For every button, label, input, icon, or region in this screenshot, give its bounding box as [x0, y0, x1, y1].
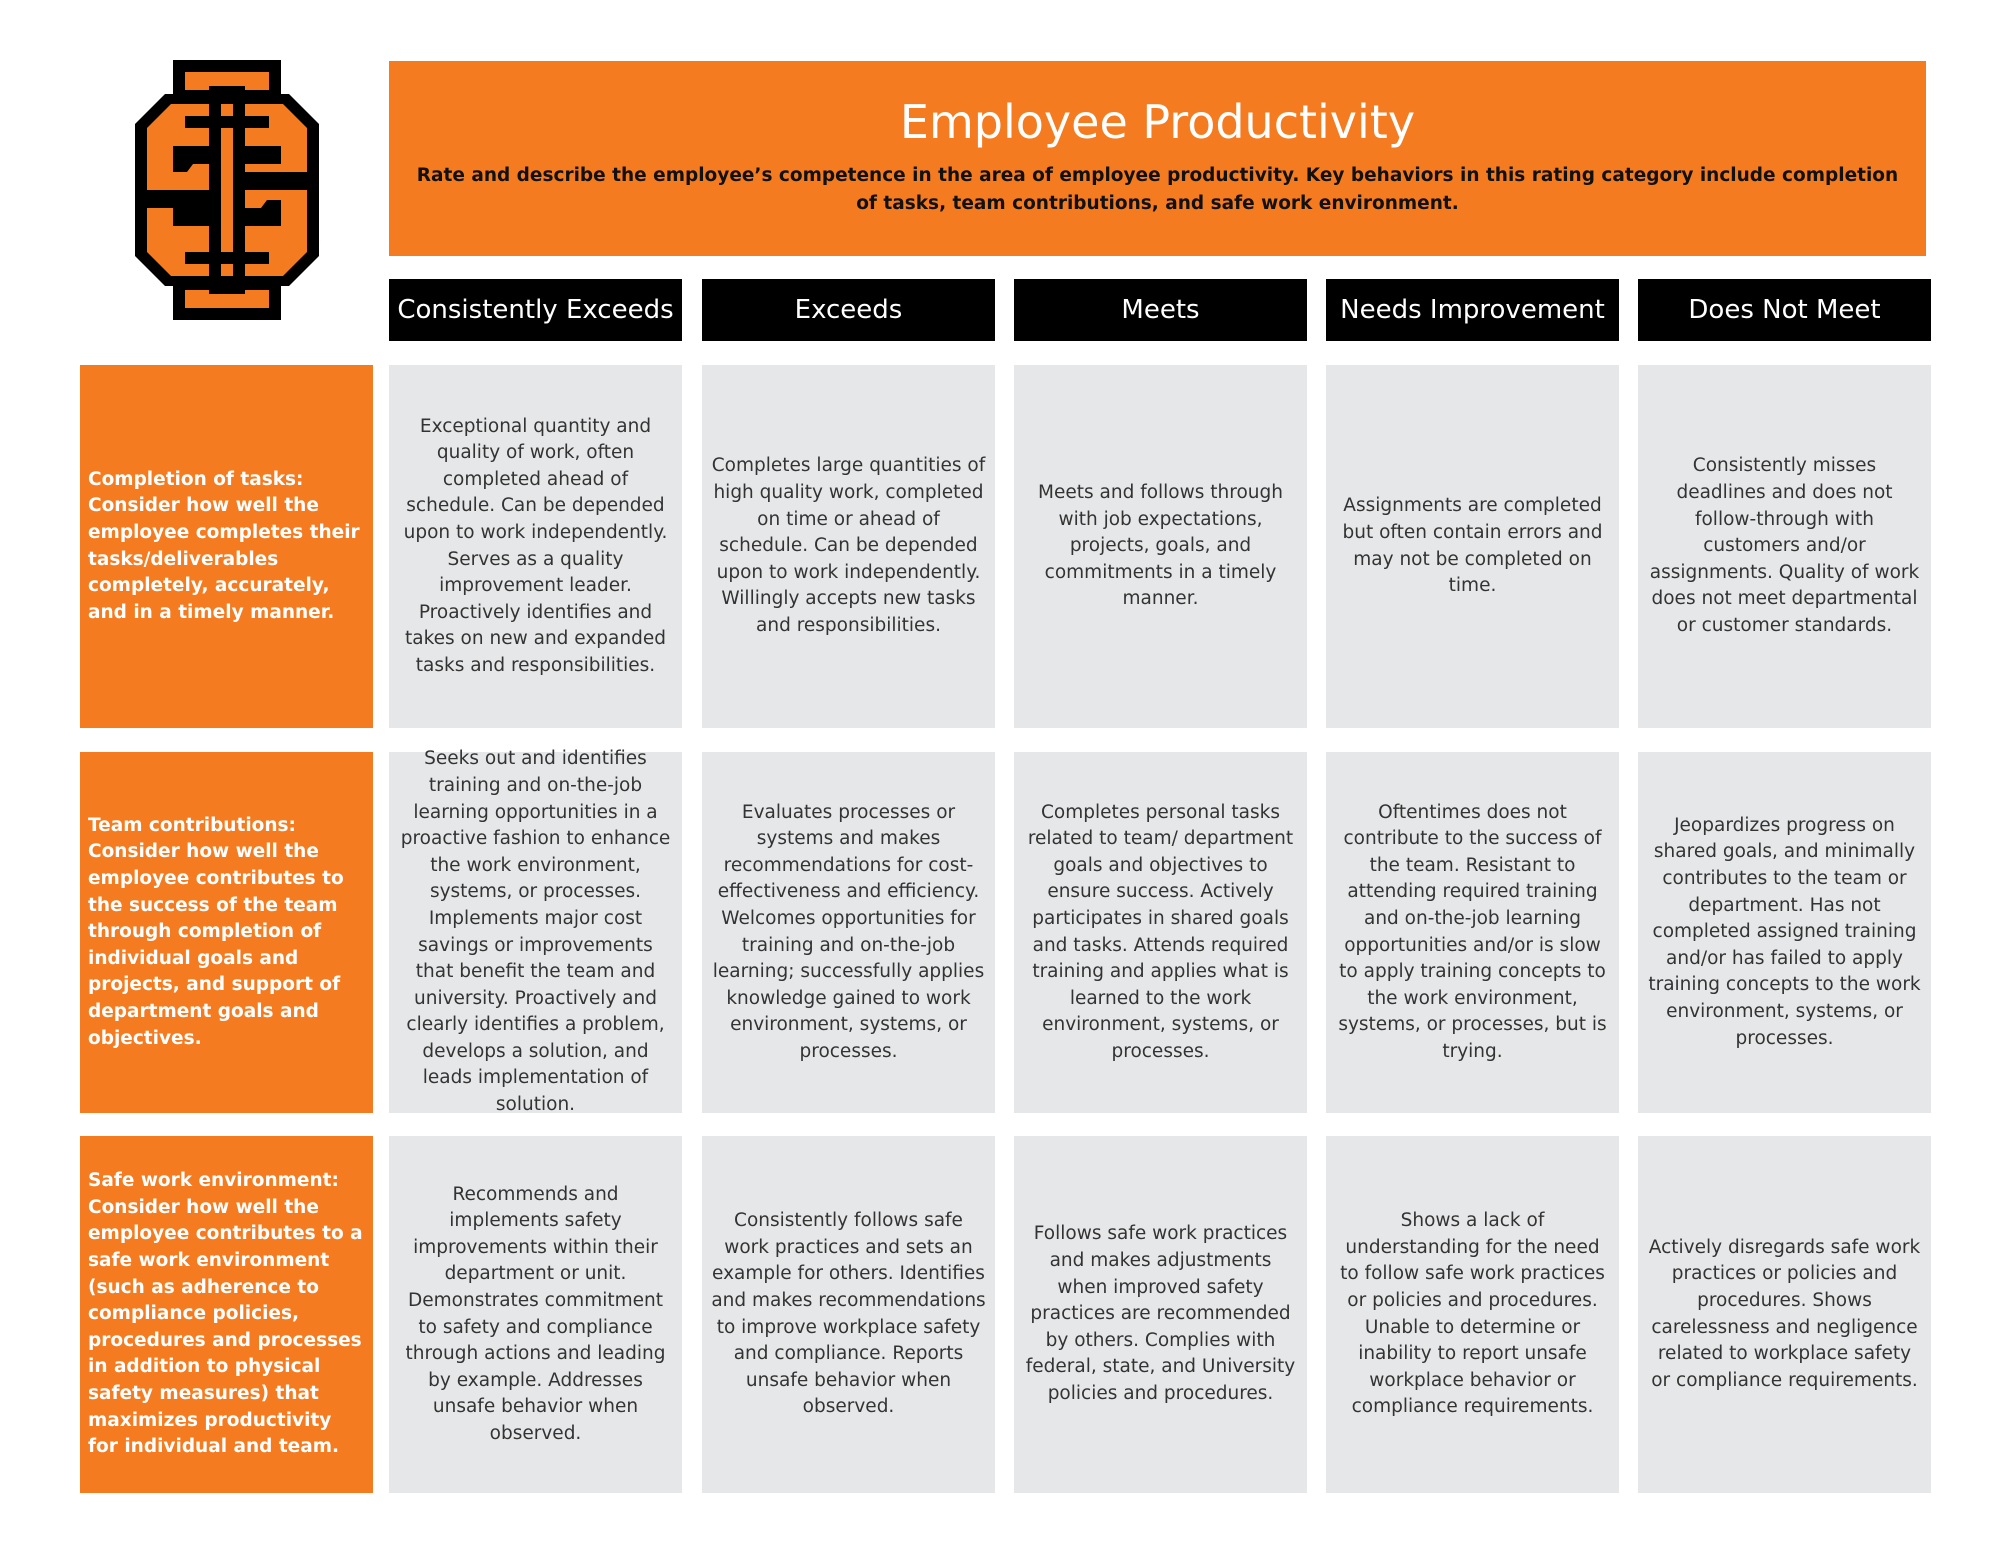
rating-cell: Evaluates processes or systems and makes recommendations for cost-effectiveness and efficiency. Welcomes opportunities for training and on-the-job learning; successfully applies knowledge gained to work environment, systems, or processes.	[702, 752, 995, 1113]
row-label-team-contributions: Team contributions: Consider how well the employee contributes to the success of the team through completion of individual goals and projects, and support of department goals and objectives.	[80, 752, 373, 1113]
title-banner	[389, 61, 1926, 256]
rating-cell: Actively disregards safe work practices or policies and procedures. Shows carelessness and negligence related to workplace safety or compliance requirements.	[1638, 1136, 1931, 1493]
rating-cell: Shows a lack of understanding for the need to follow safe work practices or policies and procedures. Unable to determine or inability to report unsafe workplace behavior or compliance requirements.	[1326, 1136, 1619, 1493]
rating-cell: Completes personal tasks related to team/ department goals and objectives to ensure success. Actively participates in shared goals and tasks. Attends required training and applies what is learned to the work environment, systems, or processes.	[1014, 752, 1307, 1113]
rating-cell: Meets and follows through with job expectations, projects, goals, and commitments in a timely manner.	[1014, 365, 1307, 728]
column-header-exceeds: Exceeds	[702, 279, 995, 341]
rating-cell: Exceptional quantity and quality of work, often completed ahead of schedule. Can be depended upon to work independently. Serves as a quality improvement leader. Proactively identifies and takes on new and expanded tasks and responsibilities.	[389, 365, 682, 728]
university-monogram-logo-icon	[135, 60, 319, 320]
row-label-completion-of-tasks: Completion of tasks: Consider how well the employee completes their tasks/deliverables completely, accurately, and in a timely manner.	[80, 365, 373, 728]
rating-cell: Seeks out and identifies training and on-the-job learning opportunities in a proactive fashion to enhance the work environment, systems, or processes. Implements major cost savings or improvements that benefit the team and university. Proactively and clearly identifies a problem, develops a solution, and leads implementation of solution.	[389, 752, 682, 1113]
row-label-safe-work-environment: Safe work environment: Consider how well the employee contributes to a safe work environment (such as adherence to compliance policies, procedures and processes in addition to physical safety measures) that maximizes productivity for individual and team.	[80, 1136, 373, 1493]
rating-cell: Recommends and implements safety improvements within their department or unit. Demonstrates commitment to safety and compliance through actions and leading by example. Addresses unsafe behavior when observed.	[389, 1136, 682, 1493]
rating-cell: Oftentimes does not contribute to the success of the team. Resistant to attending required training and on-the-job learning opportunities and/or is slow to apply training concepts to the work environment, systems, or processes, but is trying.	[1326, 752, 1619, 1113]
column-header-consistently-exceeds: Consistently Exceeds	[389, 279, 682, 341]
rating-cell: Consistently follows safe work practices and sets an example for others. Identifies and makes recommendations to improve workplace safety and compliance. Reports unsafe behavior when observed.	[702, 1136, 995, 1493]
page-title: Employee Productivity	[899, 95, 1416, 149]
page-description: Rate and describe the employee’s competence in the area of employee productivity. Key behaviors in this rating category include completion of tasks, team contributions, and safe work environment.	[416, 164, 1899, 214]
rating-cell: Completes large quantities of high quality work, completed on time or ahead of schedule. Can be depended upon to work independently. Willingly accepts new tasks and responsibilities.	[702, 365, 995, 728]
rating-cell: Assignments are completed but often contain errors and may not be completed on time.	[1326, 365, 1619, 728]
column-header-meets: Meets	[1014, 279, 1307, 341]
rating-cell: Follows safe work practices and makes adjustments when improved safety practices are recommended by others. Complies with federal, state, and University policies and procedures.	[1014, 1136, 1307, 1493]
column-header-does-not-meet: Does Not Meet	[1638, 279, 1931, 341]
rating-cell: Jeopardizes progress on shared goals, and minimally contributes to the team or department. Has not completed assigned training and/or has failed to apply training concepts to the work environment, systems, or processes.	[1638, 752, 1931, 1113]
rating-cell: Consistently misses deadlines and does not follow-through with customers and/or assignments. Quality of work does not meet departmental or customer standards.	[1638, 365, 1931, 728]
column-header-needs-improvement: Needs Improvement	[1326, 279, 1619, 341]
